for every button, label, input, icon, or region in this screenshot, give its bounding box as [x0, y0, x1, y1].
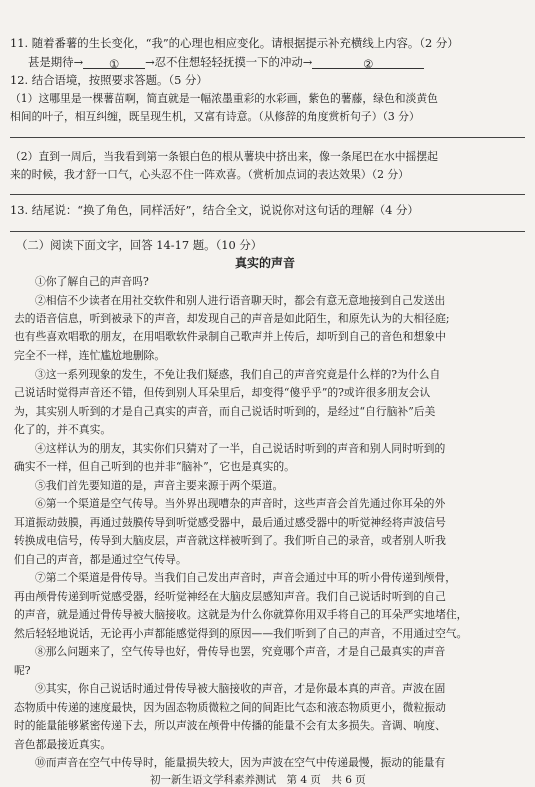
q11-blank-1[interactable]	[83, 57, 145, 69]
answer-line[interactable]	[10, 137, 525, 138]
passage-line: 去的语音信息，听到被录下的声音，却发现自己的声音是如此陌生，和原先认为的大相径庭;	[14, 312, 450, 325]
q11-stem: 11. 随着番薯的生长变化，“我”的心理也相应变化。请根据提示补充横线上内容。（2 分）	[10, 36, 459, 50]
passage-line: ⑤我们首先要知道的是，声音主要来源于两个渠道。	[35, 479, 284, 492]
q11-chain-start: 甚是期待→	[28, 55, 84, 69]
passage-line: ②相信不少读者在用社交软件和别人进行语音聊天时，都会有意无意地接到自己发送出	[35, 294, 446, 307]
answer-line[interactable]	[10, 194, 525, 195]
passage-line: ④这样认为的朋友，其实你们只猜对了一半，自己说话时听到的声音和别人同时听到的	[35, 442, 446, 455]
section-heading: （二）阅读下面文字，回答 14-17 题。（10 分）	[16, 238, 263, 252]
blank-2-marker: ②	[363, 57, 374, 71]
passage-line: 也有些喜欢唱歌的朋友，在用唱歌软件录制自己歌声并上传后，却听到自己的音色和想象中	[14, 330, 446, 343]
passage-line: ⑩而声音在空气中传导时，能量损失较大，因为声波在空气中传递最慢，振动的能量有	[35, 756, 446, 769]
passage-line: ⑧那么问题来了，空气传导也好，骨传导也罢，究竟哪个声音，才是自己最真实的声音	[35, 645, 446, 658]
q11-chain-mid: →忍不住想轻轻抚摸一下的冲动→	[145, 55, 313, 69]
passage-line: 再由颅骨传递到听觉感受器，经听觉神经在大脑皮层感知声音。我们自己说话时听到的自己	[14, 590, 446, 603]
page-footer: 初一新生语文学科素养测试 第 4 页 共 6 页	[150, 774, 366, 786]
passage-line: 为，其实别人听到的才是自己真实的声音，而自己说话时听到的，是经过“自行脑补”后美	[14, 405, 436, 418]
answer-line[interactable]	[10, 231, 525, 232]
q12-sub1-line2: 相间的叶子，相互纠缠，既呈现生机，又富有诗意。（从修辞的角度赏析句子）（3 分）	[10, 110, 420, 123]
q11-chain	[28, 55, 424, 69]
q12-sub2-line1: （2）直到一周后，当我看到第一条银白色的根从薯块中挤出来，像一条尾巴在水中摇摆起	[10, 150, 438, 163]
passage-line: ⑥第一个渠道是空气传导。当外界出现嘈杂的声音时，这些声音会首先通过你耳朵的外	[35, 497, 446, 510]
q12-sub1-line1: （1）这哪里是一棵薯苗啊，简直就是一幅浓墨重彩的水彩画，紫色的薯藤，绿色和淡黄色	[10, 92, 438, 105]
passage-line: 耳道振动鼓膜，再通过鼓膜传导到听觉感受器中，最后通过感受器中的听觉神经将声波信号	[14, 516, 446, 529]
blank-1-marker: ①	[109, 57, 120, 71]
passage-line: 呢?	[14, 664, 31, 677]
passage-line: 音色都最接近真实。	[14, 738, 112, 751]
passage-line: 们自己的声音，都是通过空气传导。	[14, 553, 187, 566]
passage-line: ⑦第二个渠道是骨传导。当我们自己发出声音时，声音会通过中耳的听小骨传递到颅骨，	[35, 571, 457, 584]
passage-line: 己说话时觉得声音还不错，但传到别人耳朵里后，却变得“傻乎乎”的?或许很多朋友会认	[14, 386, 431, 399]
passage-line: ⑨其实，你自己说话时通过骨传导被大脑接收的声音，才是你最本真的声音。声波在固	[35, 682, 446, 695]
passage-line: ①你了解自己的声音吗?	[35, 275, 149, 288]
passage-line: 的声音，就是通过骨传导被大脑接收。这就是为什么你就算你用双手将自己的耳朵严实地堵住，	[14, 608, 468, 621]
passage-line: 时的能量能够紧密传递下去，所以声波在颅骨中传播的能量不会有太多损失。音调、响度、	[14, 719, 446, 732]
passage-line: 态物质中传递的速度最快，因为固态物质微粒之间的间距比气态和液态物质更小，微粒振动	[14, 701, 446, 714]
q12-stem: 12. 结合语境，按照要求答题。（5 分）	[10, 73, 208, 87]
passage-line: ③这一系列现象的发生，不免让我们疑惑，我们自己的声音究竟是什么样的?为什么自	[35, 368, 441, 381]
passage-line: 完全不一样，连忙尴尬地删除。	[14, 349, 166, 362]
passage-line: 确实不一样，但自己听到的也并非“脑补”，它也是真实的。	[14, 460, 295, 473]
passage-line: 化了的，并不真实。	[14, 423, 112, 436]
q11-blank-2[interactable]	[312, 57, 424, 69]
passage-line: 转换成电信号，传导到大脑皮层，声音就这样被听到了。我们听自己的录音，或者别人听我	[14, 534, 446, 547]
q13-stem: 13. 结尾说：“换了角色，同样活好”，结合全文，说说你对这句话的理解（4 分）	[10, 203, 419, 217]
q12-sub2-line2: 来的时候，我才舒一口气，心头忍不住一阵欢喜。（赏析加点词的表达效果）（2 分）	[10, 168, 409, 181]
passage-line: 然后轻轻地说话，无论再小声都能感觉得到的原因——我们听到了自己的声音，不用通过空气。	[14, 627, 468, 640]
passage-title: 真实的声音	[235, 256, 296, 270]
